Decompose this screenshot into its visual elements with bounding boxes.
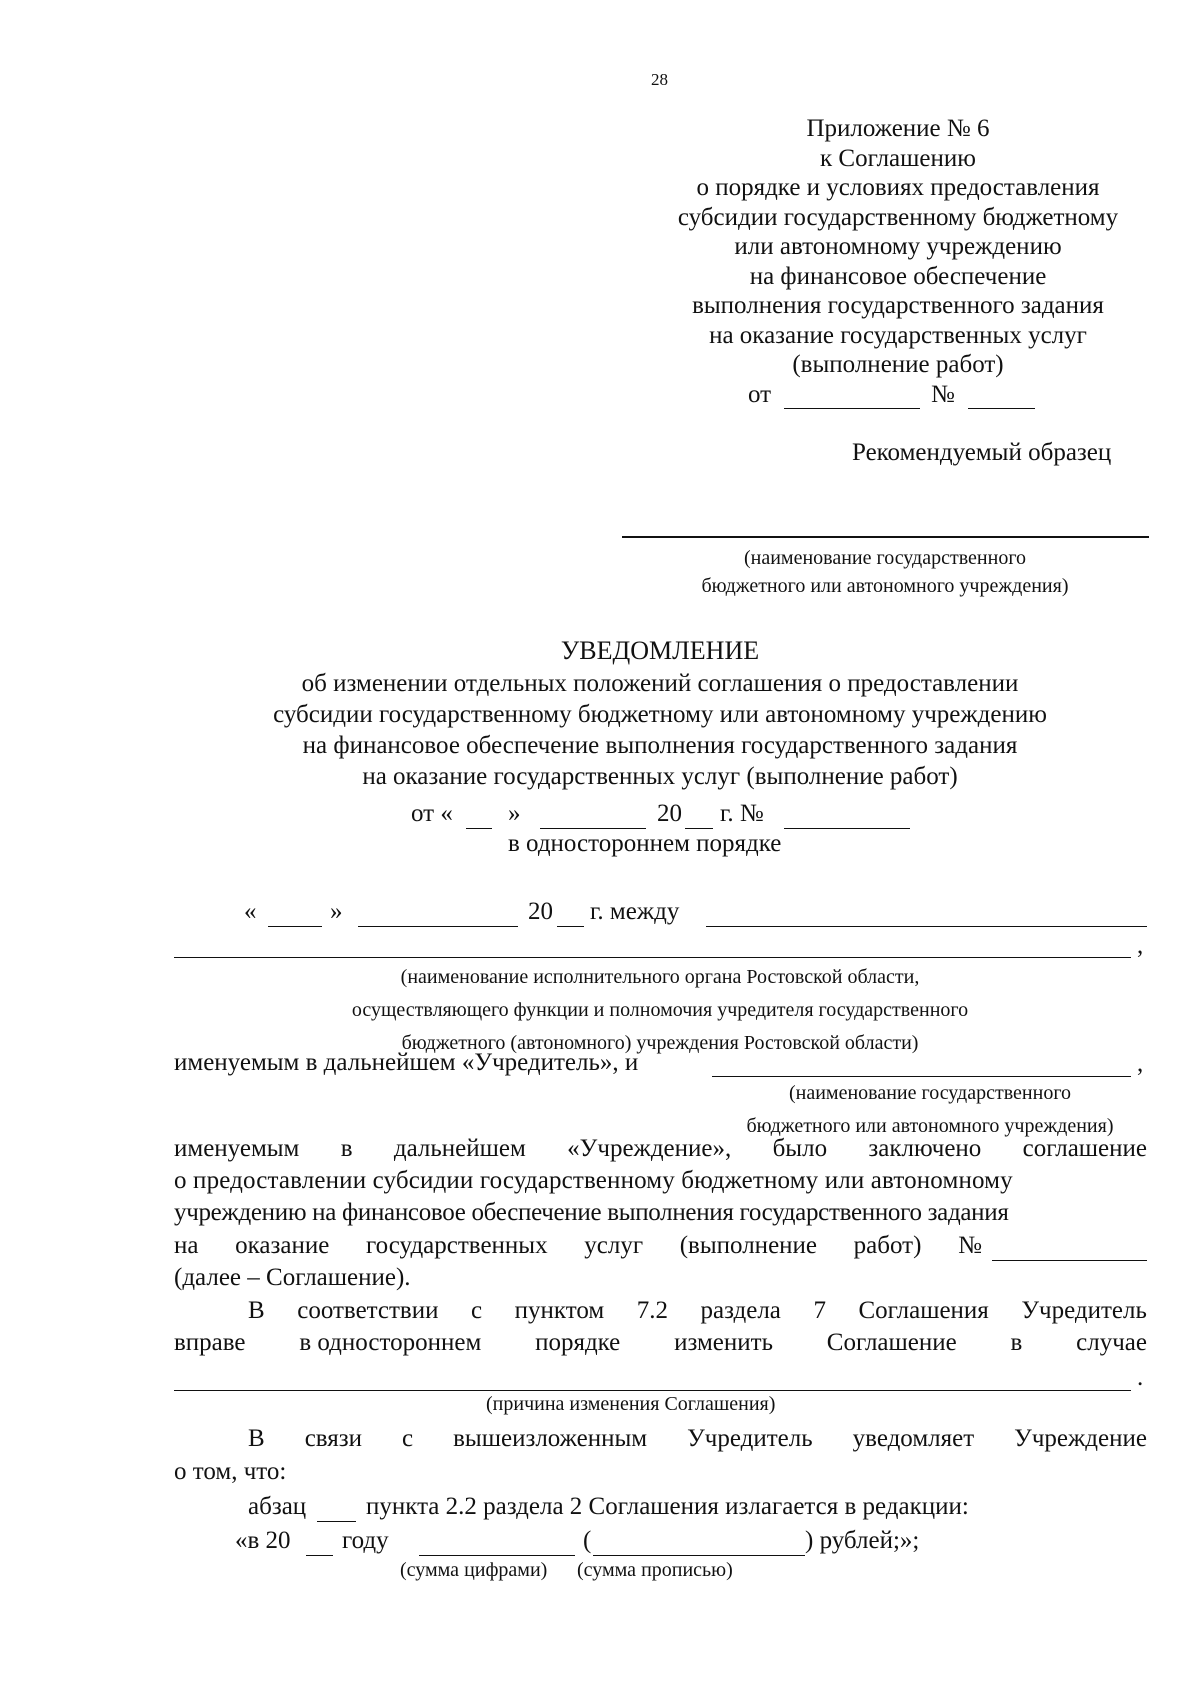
body3-line2: о том, что: [174, 1458, 287, 1485]
appendix-line: выполнения государственного задания [692, 292, 1104, 319]
subtitle-last: в одностороннем порядке [508, 830, 782, 857]
subtitle-line: об изменении отдельных положений соглашения о предоставлении [301, 670, 1019, 697]
intro-open-quote: « [244, 898, 257, 925]
institution-comma: , [1137, 1050, 1144, 1077]
paren-open: ( [583, 1527, 592, 1554]
founder-comma: , [1137, 932, 1144, 959]
caption-line: (наименование государственного [743, 547, 1027, 569]
intro-month-blank[interactable] [358, 926, 518, 927]
word: 7.2 [636, 1297, 668, 1324]
subtitle-line: на финансовое обеспечение выполнения государственного задания [302, 732, 1018, 759]
founder-line: именуемым в дальнейшем «Учредитель», и [174, 1049, 639, 1076]
caption-line: бюджетного (автономного) учреждения Ростовской области) [401, 1032, 919, 1054]
change-reason-period: . [1137, 1364, 1144, 1391]
subtitle-number-blank[interactable] [784, 828, 910, 829]
year-prefix: «в 20 [235, 1527, 291, 1554]
founder-caption [160, 961, 1160, 1060]
word: с [471, 1297, 483, 1324]
word: связи [304, 1425, 363, 1452]
recipient-caption [600, 544, 1170, 600]
appendix-number-label: № [931, 381, 955, 408]
subtitle-month-blank[interactable] [540, 828, 646, 829]
subtitle-year-prefix: 20 [657, 800, 682, 827]
word: соответствии [297, 1297, 439, 1324]
caption-line: бюджетного или автономного учреждения) [701, 575, 1069, 597]
appendix-line: на оказание государственных услуг [709, 321, 1087, 349]
caption-line: (наименование исполнительного органа Ростовской области, [400, 966, 920, 988]
sum-digits-caption: (сумма цифрами) [400, 1559, 548, 1581]
intro-close-quote: » [330, 898, 343, 925]
subtitle-block [160, 668, 1160, 792]
appendix-date-blank[interactable] [784, 408, 920, 409]
appendix-line: о порядке и условиях предоставления [696, 174, 1100, 201]
redaction-text: пункта 2.2 раздела 2 Соглашения излагается в редакции: [366, 1493, 969, 1520]
sum-digits-blank[interactable] [419, 1555, 575, 1556]
word: пунктом [514, 1297, 605, 1324]
word: Учредитель [1021, 1297, 1147, 1324]
word: вышеизложенным [453, 1425, 648, 1452]
year-word: году [342, 1527, 389, 1554]
word: Соглашения [858, 1297, 989, 1324]
word: случае [1076, 1329, 1147, 1356]
sample-label: Рекомендуемый образец [852, 439, 1112, 466]
word: было [772, 1135, 828, 1162]
word: вправе [174, 1329, 246, 1356]
body1-line5: (далее – Соглашение). [174, 1264, 411, 1291]
word: в [1010, 1329, 1023, 1356]
word: 7 [813, 1297, 826, 1324]
word: (выполнение [679, 1232, 818, 1259]
word: уведомляет [852, 1425, 975, 1452]
word: на [174, 1232, 199, 1259]
body1-line3: учреждению на финансовое обеспечение выполнения государственного задания [174, 1199, 1009, 1226]
change-reason-caption: (причина изменения Соглашения) [486, 1393, 776, 1415]
subtitle-line: субсидии государственному бюджетному или автономному учреждению [273, 701, 1047, 728]
body2-line1 [248, 1297, 1147, 1325]
appendix-line: (выполнение работ) [792, 351, 1004, 378]
body2-line2 [174, 1329, 1147, 1357]
word: с [402, 1425, 414, 1452]
appendix-date-label: от [748, 381, 772, 408]
appendix-line: субсидии государственному бюджетному [677, 203, 1119, 231]
word: «Учреждение», [567, 1135, 732, 1162]
sum-words-blank[interactable] [593, 1555, 805, 1556]
caption-line: бюджетного или автономного учреждения) [746, 1115, 1114, 1137]
word: Соглашение [826, 1329, 957, 1356]
word: заключено [868, 1135, 982, 1162]
word: именуемым [174, 1135, 300, 1162]
subtitle-year-blank[interactable] [685, 828, 713, 829]
intro-year-prefix: 20 [528, 898, 553, 925]
recipient-name-blank[interactable] [622, 536, 1149, 538]
word: порядке [535, 1329, 621, 1356]
intro-day-blank[interactable] [268, 926, 322, 927]
word: В [248, 1425, 265, 1452]
body1-line1 [174, 1135, 1147, 1163]
appendix-line: на финансовое обеспечение [749, 262, 1047, 290]
appendix-header [578, 114, 1200, 380]
word: услуг [584, 1232, 644, 1259]
institution-caption [680, 1077, 1180, 1143]
caption-line: осуществляющего функции и полномочия учредителя государственного [351, 999, 969, 1021]
word: государственных [366, 1232, 548, 1259]
appendix-line: Приложение № 6 [806, 115, 990, 142]
word: Учредитель [687, 1425, 813, 1452]
subtitle-year-suffix: г. № [720, 800, 764, 827]
intro-year-suffix: г. между [590, 898, 680, 925]
word: изменить [674, 1329, 773, 1356]
word: раздела [700, 1297, 781, 1324]
year-blank[interactable] [306, 1555, 333, 1556]
word: в одностороннем [299, 1329, 482, 1356]
word: соглашение [1022, 1135, 1147, 1162]
rubles-text: ) рублей;»; [805, 1527, 920, 1554]
body1-line2: о предоставлении субсидии государственному бюджетному или автономному [174, 1167, 1013, 1194]
appendix-line: к Соглашению [820, 144, 976, 172]
founder-name-blank[interactable] [174, 957, 1131, 958]
appendix-number-blank[interactable] [968, 408, 1035, 409]
subtitle-line: на оказание государственных услуг (выполнение работ) [362, 763, 958, 790]
body3-line1 [248, 1425, 1147, 1453]
number-sign: № [958, 1232, 982, 1259]
intro-party-blank[interactable] [706, 926, 1147, 927]
paragraph-label: абзац [248, 1493, 307, 1520]
sum-words-caption: (сумма прописью) [577, 1559, 733, 1581]
paragraph-number-blank[interactable] [317, 1521, 356, 1522]
document-title: УВЕДОМЛЕНИЕ [560, 636, 760, 665]
word: в [340, 1135, 353, 1162]
caption-line: (наименование государственного [788, 1082, 1072, 1104]
word: работ) [853, 1232, 922, 1259]
appendix-line: или автономному учреждению [734, 233, 1062, 260]
word: дальнейшем [393, 1135, 526, 1162]
subtitle-day-blank[interactable] [466, 828, 492, 829]
word: Учреждение [1014, 1425, 1147, 1452]
change-reason-blank[interactable] [174, 1390, 1131, 1391]
subtitle-date-open: от « [411, 800, 453, 827]
body1-line4 [174, 1232, 982, 1260]
word: В [248, 1297, 265, 1324]
agreement-number-blank[interactable] [992, 1260, 1147, 1261]
subtitle-date-close: » [508, 800, 521, 827]
word: оказание [235, 1232, 330, 1259]
intro-year-blank[interactable] [557, 926, 584, 927]
page-number: 28 [651, 70, 668, 89]
